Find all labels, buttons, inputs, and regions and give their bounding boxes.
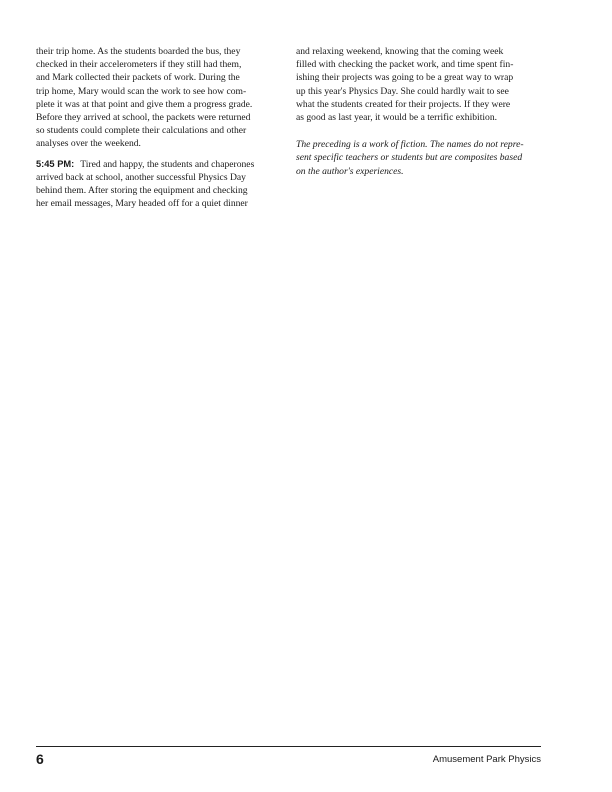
page-number: 6 (36, 751, 44, 767)
paragraph-spacer (296, 124, 541, 138)
text-line: so students could complete their calculations and other (36, 125, 247, 137)
time-stamp: 5:45 PM: (36, 158, 75, 169)
text-line: sent specific teachers or students but are composites based (296, 152, 523, 164)
paragraph-weekend (296, 45, 541, 124)
text-line: The preceding is a work of fiction. The names do not repre- (296, 139, 524, 151)
text-line: as good as last year, it would be a terrific exhibition. (296, 112, 498, 124)
text-line: analyses over the weekend. (36, 138, 141, 150)
text-line: what the students created for their projects. If they were (296, 98, 511, 110)
text-line: and Mark collected their packets of work. During the (36, 72, 240, 84)
text-line: and relaxing weekend, knowing that the coming week (296, 46, 504, 57)
text-line: checked in their accelerometers if they still had them, (36, 59, 242, 71)
text-line: behind them. After storing the equipment and checking (36, 185, 248, 197)
text-line-content: Tired and happy, the students and chaperones (80, 158, 255, 170)
text-line: her email messages, Mary headed off for a quiet dinner (36, 198, 248, 210)
footer-divider (36, 746, 541, 747)
text-line (36, 158, 283, 171)
text-line: ishing their projects was going to be a great way to wrap (296, 72, 514, 84)
text-line: Before they arrived at school, the packets were returned (36, 112, 251, 124)
text-line: filled with checking the packet work, and time spent fin- (296, 59, 514, 71)
paragraph-spacer (36, 151, 283, 158)
text-line: up this year's Physics Day. She could hardly wait to see (296, 85, 509, 97)
text-line: arrived back at school, another successful Physics Day (36, 171, 246, 183)
footer-title: Amusement Park Physics (432, 754, 541, 765)
right-column (296, 45, 541, 178)
paragraph-arrival (36, 158, 283, 211)
text-line: on the author's experiences. (296, 165, 404, 177)
text-line: trip home, Mary would scan the work to see how com- (36, 85, 247, 97)
fiction-disclaimer (296, 138, 541, 178)
text-line: plete it was at that point and give them a progress grade. (36, 98, 253, 110)
left-column (36, 45, 283, 210)
paragraph-trip-home (36, 45, 283, 151)
text-line: their trip home. As the students boarded the bus, they (36, 46, 241, 57)
